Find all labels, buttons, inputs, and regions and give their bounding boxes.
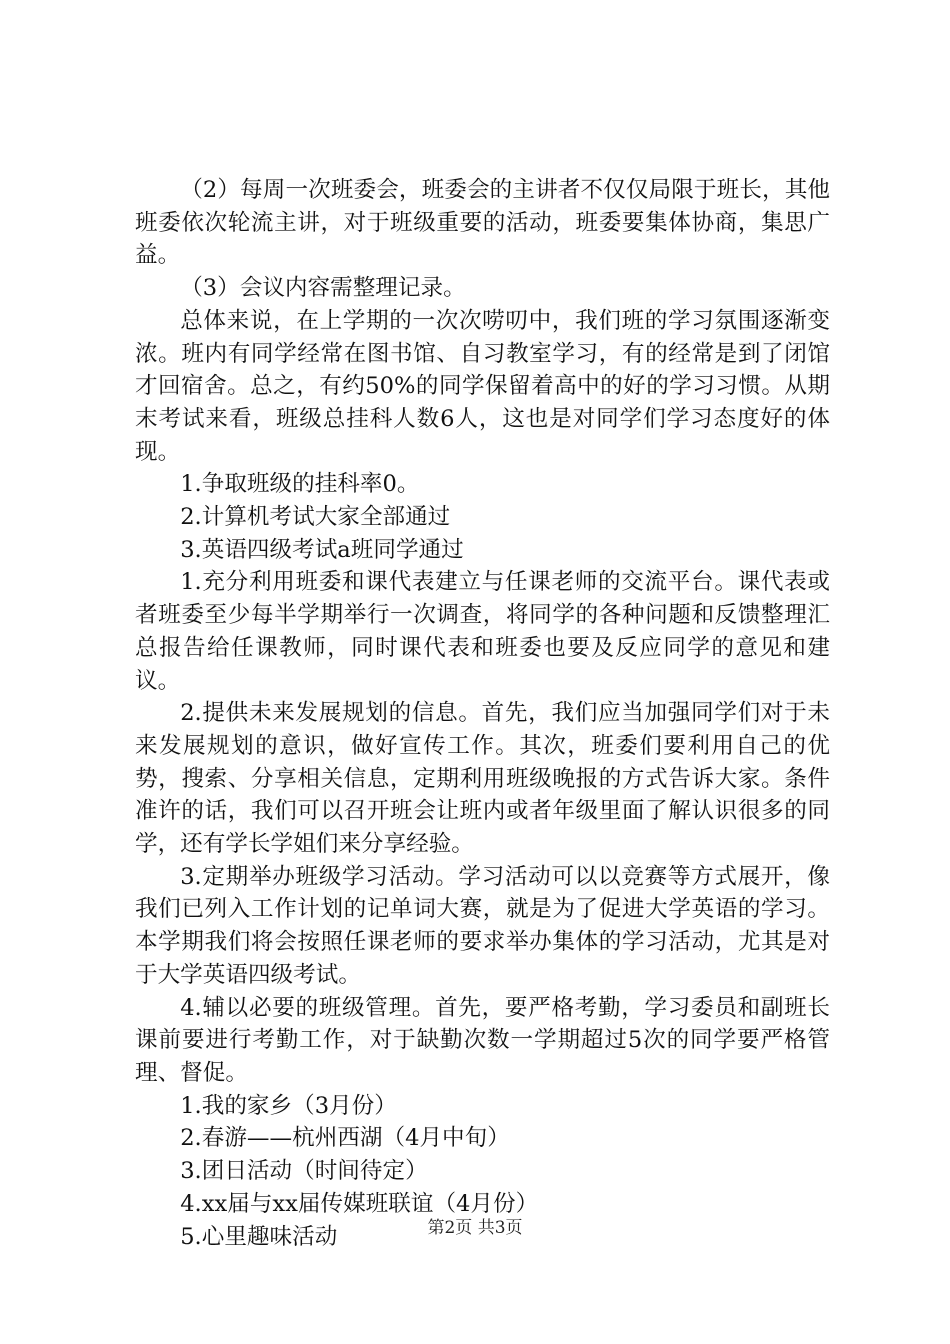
goal-item-3: 3.英语四级考试a班同学通过 [180, 536, 464, 563]
document-body [135, 174, 830, 1253]
activity-item-2: 2.春游——杭州西湖（4月中旬） [180, 1125, 510, 1152]
measure-item-3: 3.定期举办班级学习活动。学习活动可以以竞赛等方式展开，像我们已列入工作计划的记单词大赛，就是为了促进大学英语的学习。本学期我们将会按照任课老师的要求举办集体的学习活动，尤其是对于大学英语四级考试。 [135, 863, 830, 988]
activity-item-5: 5.心里趣味活动 [180, 1223, 338, 1250]
page-footer: 第2页 共3页 [427, 1218, 523, 1238]
goal-item-1: 1.争取班级的挂科率0。 [180, 471, 420, 498]
paragraph-summary: 总体来说，在上学期的一次次唠叨中，我们班的学习氛围逐渐变浓。班内有同学经常在图书馆、自习教室学习，有的经常是到了闭馆才回宿舍。总之，有约50%的同学保留着高中的好的学习习惯。从期末考试来看，班级总挂科人数6人，这也是对同学们学习态度好的体现。 [135, 307, 830, 465]
measure-item-1: 1.充分利用班委和课代表建立与任课老师的交流平台。课代表或者班委至少每半学期举行一次调查，将同学的各种问题和反馈整理汇总报告给任课教师，同时课代表和班委也要及反应同学的意见和建议。 [135, 569, 830, 694]
paragraph-weekly-meeting: （2）每周一次班委会，班委会的主讲者不仅仅局限于班长，其他班委依次轮流主讲，对于班级重要的活动，班委要集体协商，集思广益。 [135, 177, 830, 269]
activity-item-4: 4.xx届与xx届传媒班联谊（4月份） [180, 1190, 539, 1217]
measure-item-2: 2.提供未来发展规划的信息。首先，我们应当加强同学们对于未来发展规划的意识，做好宣传工作。其次，班委们要利用自己的优势，搜索、分享相关信息，定期利用班级晚报的方式告诉大家。条件准许的话，我们可以召开班会让班内或者年级里面了解认识很多的同学，还有学长学姐们来分享经验。 [135, 700, 830, 858]
measure-item-4: 4.辅以必要的班级管理。首先，要严格考勤，学习委员和副班长课前要进行考勤工作，对于缺勤次数一学期超过5次的同学要严格管理、督促。 [135, 994, 830, 1086]
paragraph-meeting-records: （3）会议内容需整理记录。 [180, 275, 466, 302]
activity-item-3: 3.团日活动（时间待定） [180, 1158, 428, 1185]
goal-item-2: 2.计算机考试大家全部通过 [180, 504, 451, 531]
activity-item-1: 1.我的家乡（3月份） [180, 1092, 397, 1119]
